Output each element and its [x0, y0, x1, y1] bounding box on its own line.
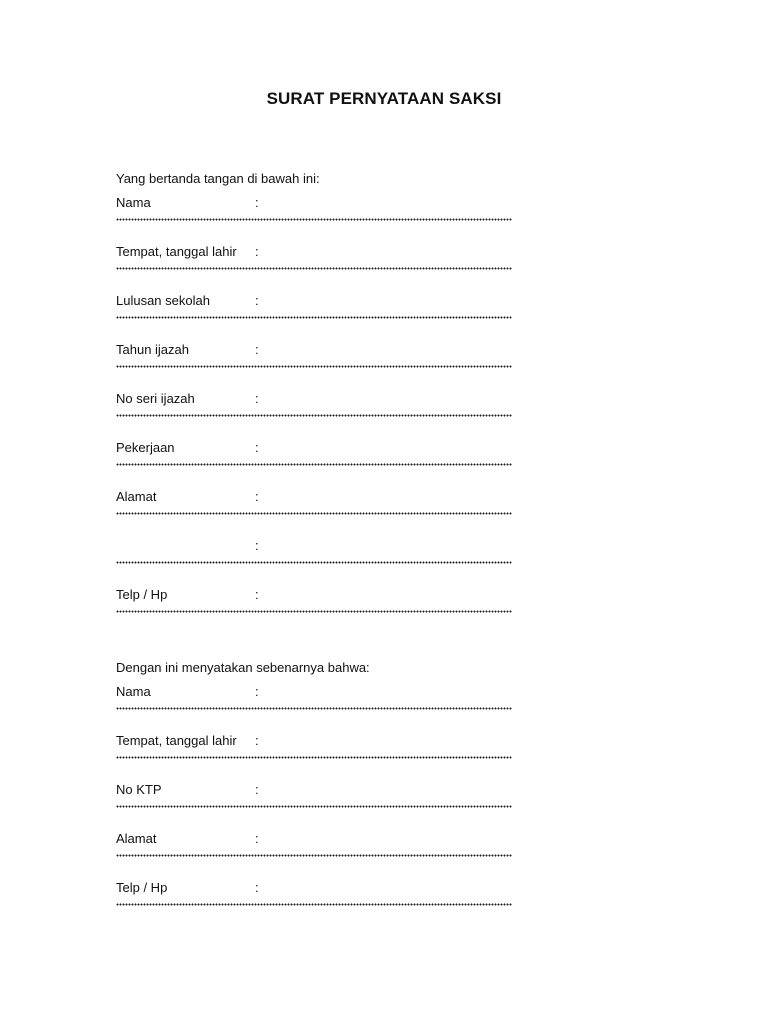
field-label: Telp / Hp [116, 587, 168, 602]
form-field [116, 586, 516, 635]
field-colon: : [255, 391, 259, 406]
field-colon: : [255, 195, 259, 210]
field-row [116, 732, 516, 750]
dotted-fill-line[interactable] [116, 316, 512, 319]
section1-fields [116, 194, 516, 635]
field-label: Tempat, tanggal lahir [116, 733, 237, 748]
section1-intro: Yang bertanda tangan di bawah ini: [116, 171, 320, 186]
field-row [116, 194, 516, 212]
field-colon: : [255, 733, 259, 748]
form-field [116, 341, 516, 390]
field-label: Pekerjaan [116, 440, 175, 455]
form-field [116, 683, 516, 732]
field-colon: : [255, 587, 259, 602]
field-row [116, 390, 516, 408]
form-field [116, 537, 516, 586]
field-colon: : [255, 538, 259, 553]
field-row [116, 830, 516, 848]
field-row [116, 292, 516, 310]
section2-intro: Dengan ini menyatakan sebenarnya bahwa: [116, 660, 370, 675]
field-colon: : [255, 684, 259, 699]
field-colon: : [255, 440, 259, 455]
dotted-fill-line[interactable] [116, 414, 512, 417]
field-label: Lulusan sekolah [116, 293, 210, 308]
field-colon: : [255, 489, 259, 504]
dotted-fill-line[interactable] [116, 365, 512, 368]
field-label: No KTP [116, 782, 162, 797]
field-row [116, 683, 516, 701]
field-row [116, 781, 516, 799]
dotted-fill-line[interactable] [116, 463, 512, 466]
section-gap [116, 635, 516, 659]
field-colon: : [255, 880, 259, 895]
dotted-fill-line[interactable] [116, 610, 512, 613]
field-colon: : [255, 782, 259, 797]
field-label: Nama [116, 684, 151, 699]
field-label: Tempat, tanggal lahir [116, 244, 237, 259]
dotted-fill-line[interactable] [116, 512, 512, 515]
form-field [116, 390, 516, 439]
field-label: Alamat [116, 831, 157, 846]
document-body [116, 170, 516, 928]
dotted-fill-line[interactable] [116, 267, 512, 270]
field-row [116, 341, 516, 359]
field-row [116, 243, 516, 261]
field-row [116, 488, 516, 506]
field-colon: : [255, 244, 259, 259]
form-field [116, 292, 516, 341]
field-colon: : [255, 342, 259, 357]
field-label: Telp / Hp [116, 880, 168, 895]
section2-fields [116, 683, 516, 928]
field-row [116, 439, 516, 457]
document-title: SURAT PERNYATAAN SAKSI [266, 89, 502, 108]
dotted-fill-line[interactable] [116, 805, 512, 808]
field-colon: : [255, 831, 259, 846]
form-field [116, 194, 516, 243]
form-field [116, 439, 516, 488]
field-row [116, 879, 516, 897]
field-row [116, 537, 516, 555]
field-label: Nama [116, 195, 151, 210]
field-colon: : [255, 293, 259, 308]
dotted-fill-line[interactable] [116, 707, 512, 710]
form-field [116, 488, 516, 537]
field-label: Tahun ijazah [116, 342, 189, 357]
dotted-fill-line[interactable] [116, 561, 512, 564]
form-field [116, 732, 516, 781]
dotted-fill-line[interactable] [116, 903, 512, 906]
dotted-fill-line[interactable] [116, 756, 512, 759]
form-field [116, 830, 516, 879]
field-row [116, 586, 516, 604]
dotted-fill-line[interactable] [116, 218, 512, 221]
field-label: No seri ijazah [116, 391, 195, 406]
field-label: Alamat [116, 489, 157, 504]
form-field [116, 781, 516, 830]
form-field [116, 879, 516, 928]
dotted-fill-line[interactable] [116, 854, 512, 857]
form-field [116, 243, 516, 292]
